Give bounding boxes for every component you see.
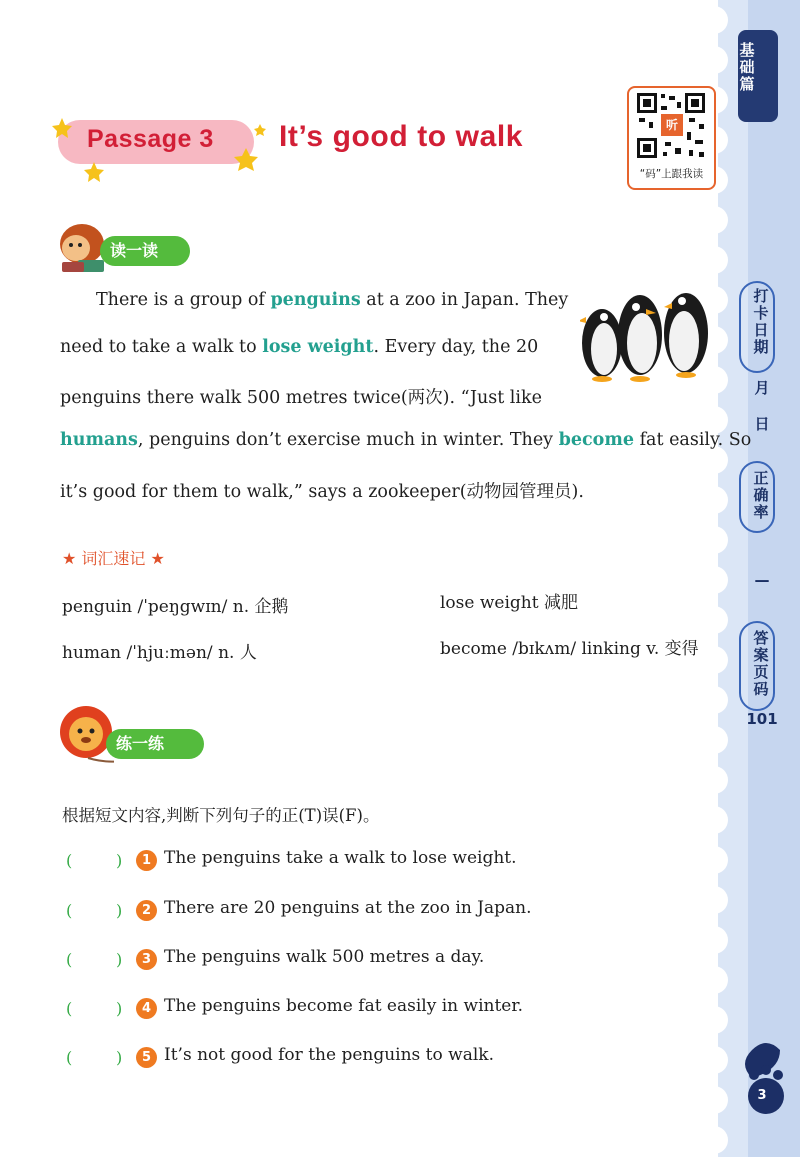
question-text: There are 20 penguins at the zoo in Japan. [164, 898, 532, 918]
question-row [66, 848, 726, 876]
answer-page-number: 101 [746, 710, 778, 728]
listen-badge: 听 [665, 118, 678, 132]
qr-caption: “码”上跟我读 [639, 168, 704, 180]
page-number: 3 [757, 1088, 767, 1103]
question-row [66, 996, 726, 1024]
answer-blank-open: ( [66, 851, 73, 870]
answer-blank[interactable] [72, 947, 114, 973]
question-text: The penguins take a walk to lose weight. [164, 848, 517, 868]
keyword-penguins: penguins [270, 290, 361, 310]
text: , penguins don’t exercise much in winter. They [137, 430, 559, 450]
answer-blank-open: ( [66, 1048, 73, 1067]
month-label: 月 [754, 379, 770, 397]
day-label: 日 [754, 415, 770, 433]
text: . Every day, the 20 [373, 337, 539, 357]
answer-blank[interactable] [72, 996, 114, 1022]
passage-line-2 [60, 337, 538, 357]
read-section-badge: 读一读 [100, 236, 190, 266]
answer-blank-close: ) [116, 950, 123, 969]
question-row [66, 898, 726, 926]
answer-blank-close: ) [116, 901, 123, 920]
answer-blank[interactable] [72, 1045, 114, 1071]
accuracy-label: 正确率 [753, 469, 769, 521]
passage-line-3: penguins there walk 500 metres twice(两次). “Just like [60, 388, 542, 408]
section-tag: 基础篇 [739, 41, 755, 93]
accuracy-dash: — [754, 571, 770, 589]
text: at a zoo in Japan. They [360, 290, 569, 310]
question-number: 1 [136, 850, 157, 871]
answer-blank-open: ( [66, 999, 73, 1018]
question-row [66, 947, 726, 975]
answer-blank[interactable] [72, 848, 114, 874]
keyword-become: become [558, 430, 634, 450]
question-number: 5 [136, 1047, 157, 1068]
question-number: 3 [136, 949, 157, 970]
text: There is a group of [96, 290, 271, 310]
answer-blank-open: ( [66, 901, 73, 920]
answer-blank-close: ) [116, 1048, 123, 1067]
question-row [66, 1045, 726, 1073]
question-text: The penguins walk 500 metres a day. [164, 947, 485, 967]
vocab-become: become /bɪkʌm/ linking v. 变得 [440, 639, 699, 659]
practice-section-badge: 练一练 [106, 729, 204, 759]
penguins-illustration [580, 285, 720, 385]
checkin-date-label: 打卡日期 [753, 287, 769, 356]
keyword-lose-weight: lose weight [262, 337, 374, 357]
answer-page-label: 答案页码 [753, 629, 769, 698]
question-number: 2 [136, 900, 157, 921]
question-number: 4 [136, 998, 157, 1019]
question-text: It’s not good for the penguins to walk. [164, 1045, 494, 1065]
practice-instruction: 根据短文内容,判断下列句子的正(T)误(F)。 [62, 806, 380, 825]
answer-blank-open: ( [66, 950, 73, 969]
keyword-humans: humans [60, 430, 138, 450]
answer-blank[interactable] [72, 898, 114, 924]
text: fat easily. So [634, 430, 752, 450]
passage-line-5: it’s good for them to walk,” says a zookeeper(动物园管理员). [60, 482, 584, 502]
passage-line-4 [60, 430, 751, 450]
answer-blank-close: ) [116, 851, 123, 870]
qr-code-card[interactable] [627, 86, 716, 190]
vocab-penguin: penguin /ˈpeŋgwɪn/ n. 企鹅 [62, 597, 289, 617]
passage-line-1 [96, 290, 568, 310]
vocabulary-heading: ★ 词汇速记 ★ [62, 549, 165, 568]
lion-icon [58, 704, 114, 768]
vocab-human: human /ˈhjuːmən/ n. 人 [62, 643, 257, 663]
question-text: The penguins become fat easily in winter. [164, 996, 524, 1016]
page-title: It’s good to walk [279, 120, 524, 153]
text: need to take a walk to [60, 337, 263, 357]
vocab-lose-weight: lose weight 减肥 [440, 593, 578, 613]
answer-blank-close: ) [116, 999, 123, 1018]
passage-label: Passage 3 [87, 125, 214, 153]
